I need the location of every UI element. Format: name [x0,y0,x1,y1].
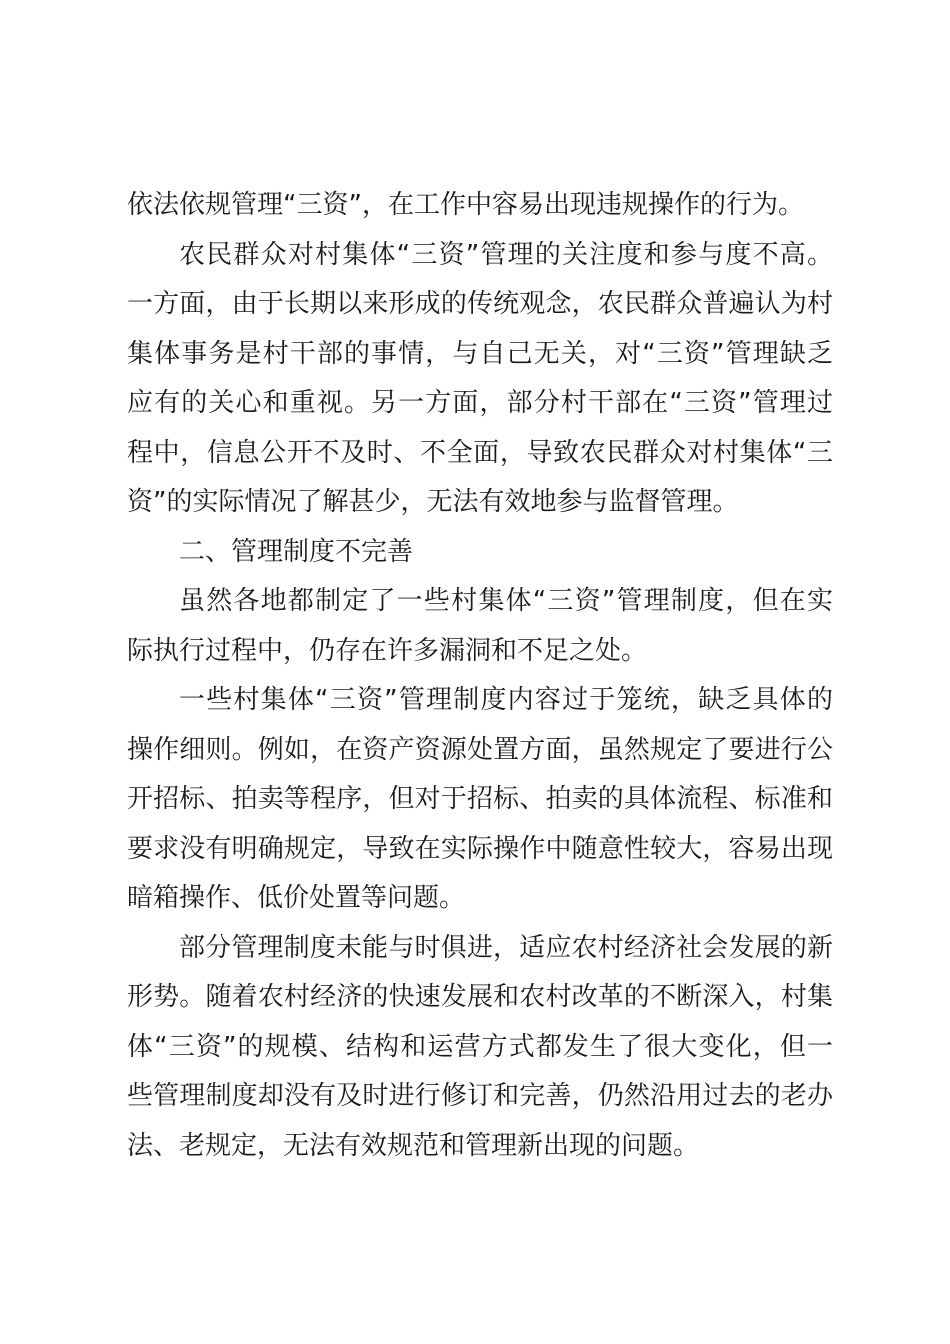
paragraph-line: 依法依规管理“三资”，在工作中容易出现违规操作的行为。 [127,190,804,220]
paragraph-line: 暗箱操作、低价处置等问题。 [127,883,466,913]
paragraph-line: 际执行过程中，仍存在许多漏洞和不足之处。 [127,635,648,666]
paragraph-line: 体“三资”的规模、结构和运营方式都发生了很大变化，但一 [127,1031,833,1062]
paragraph-line: 程中，信息公开不及时、不全面，导致农民群众对村集体“三 [127,437,833,468]
document-body [127,181,833,1171]
paragraph-line: 虽然各地都制定了一些村集体“三资”管理制度，但在实 [179,586,833,616]
paragraph-line: 操作细则。例如，在资产资源处置方面，虽然规定了要进行公 [127,734,833,765]
paragraph-line: 部分管理制度未能与时俱进，适应农村经济社会发展的新 [179,932,833,963]
paragraph-line: 形势。随着农村经济的快速发展和农村改革的不断深入，村集 [127,982,833,1012]
paragraph-line: 资”的实际情况了解甚少，无法有效地参与监督管理。 [127,487,739,517]
paragraph-line: 农民群众对村集体“三资”管理的关注度和参与度不高。 [179,239,833,270]
paragraph-line: 要求没有明确规定，导致在实际操作中随意性较大，容易出现 [127,833,833,864]
paragraph-line: 应有的关心和重视。另一方面，部分村干部在“三资”管理过 [127,388,833,418]
paragraph-line: 法、老规定，无法有效规范和管理新出现的问题。 [127,1130,700,1161]
paragraph-line: 集体事务是村干部的事情，与自己无关，对“三资”管理缺乏 [127,338,833,369]
section-heading: 二、管理制度不完善 [179,536,414,567]
paragraph-line: 开招标、拍卖等程序，但对于招标、拍卖的具体流程、标准和 [127,784,833,814]
paragraph-line: 一方面，由于长期以来形成的传统观念，农民群众普遍认为村 [127,289,833,319]
paragraph-line: 一些村集体“三资”管理制度内容过于笼统，缺乏具体的 [179,685,833,715]
paragraph-line: 些管理制度却没有及时进行修订和完善，仍然沿用过去的老办 [127,1081,833,1111]
